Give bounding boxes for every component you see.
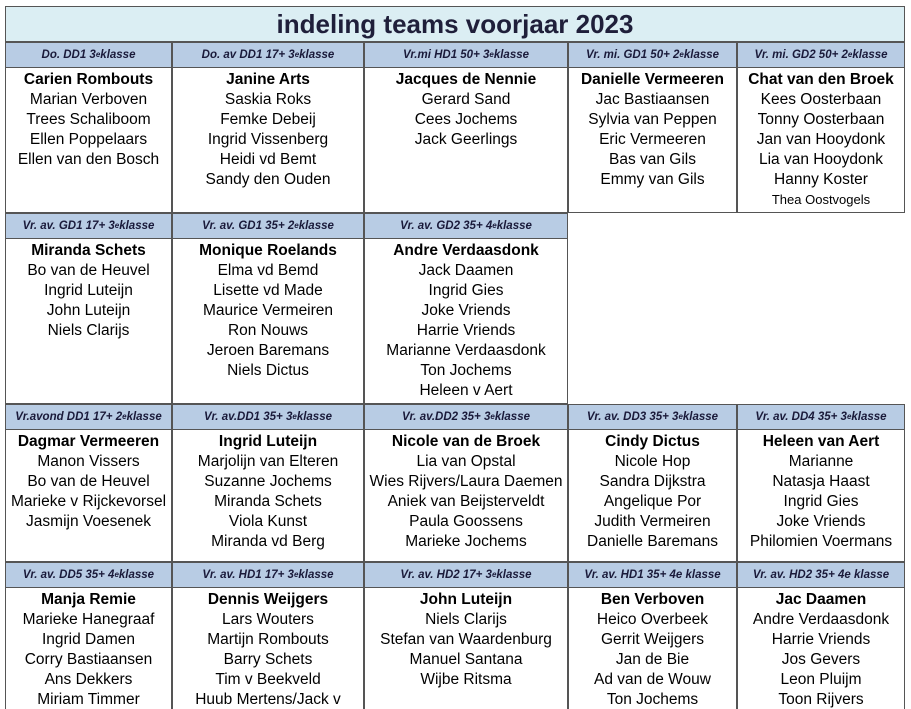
team-member: Ellen Poppelaars xyxy=(29,131,148,148)
team-member: Jac Bastiaansen xyxy=(595,91,710,108)
team-member: Heico Overbeek xyxy=(596,611,709,628)
team-header-text: klasse xyxy=(119,219,155,232)
names-row xyxy=(5,239,905,404)
team-members xyxy=(172,588,364,709)
team-member: Harrie Vriends xyxy=(771,631,871,648)
team-header-text: Vr. mi. GD1 50+ 2 xyxy=(585,48,680,61)
team-member: Paula Goossens xyxy=(409,513,523,530)
team-captain: Janine Arts xyxy=(226,71,310,88)
team-captain: Ingrid Luteijn xyxy=(218,433,318,450)
team-member: Harrie Vriends xyxy=(416,322,516,339)
team-member: Cees Jochems xyxy=(414,111,518,128)
team-members xyxy=(737,68,905,213)
team-header-text: Vr. av. DD3 35+ 3 xyxy=(586,410,679,423)
team-header-text: klasse xyxy=(100,48,136,61)
team-member: Ad van de Wouw xyxy=(594,671,711,688)
team-member: Jack Daamen xyxy=(418,262,514,279)
team-header-text: klasse xyxy=(852,48,888,61)
team-member: John Luteijn xyxy=(46,302,131,319)
team-header: Vr.avond DD1 17+ 2 e klasse xyxy=(5,404,172,430)
team-member: Ingrid Luteijn xyxy=(44,282,133,299)
team-header: Vr. av. DD4 35+ 3 e klasse xyxy=(737,404,905,430)
names-row xyxy=(5,430,905,562)
team-header-text: Vr. av. HD1 35+ 4e klasse xyxy=(584,568,721,581)
team-members xyxy=(568,68,737,213)
team-member: Miranda Schets xyxy=(214,493,322,510)
team-member: Joke Vriends xyxy=(776,513,866,530)
team-header-text: Vr. av. DD5 35+ 4 xyxy=(22,568,115,581)
team-captain: Nicole van de Broek xyxy=(391,433,541,450)
team-member: Ellen van den Bosch xyxy=(17,151,160,168)
team-member: Jos Gevers xyxy=(781,651,861,668)
team-member: Martijn Rombouts xyxy=(207,631,329,648)
team-member: Jeroen Baremans xyxy=(206,342,330,359)
team-captain: Ben Verboven xyxy=(600,591,705,608)
team-header-text: klasse xyxy=(683,48,720,61)
team-header-text: klasse xyxy=(298,219,334,232)
team-member: Heidi vd Bemt xyxy=(219,151,317,168)
team-member: Jasmijn Voesenek xyxy=(26,513,151,530)
team-member: Emmy van Gils xyxy=(600,171,705,188)
team-header-text: Vr. av. DD4 35+ 3 xyxy=(755,410,847,423)
team-member: Femke Debeij xyxy=(220,111,316,128)
team-member: Sandra Dijkstra xyxy=(599,473,706,490)
team-member: Wies Rijvers/Laura Daemen xyxy=(369,473,563,490)
team-captain: Miranda Schets xyxy=(31,242,146,259)
team-header xyxy=(737,562,905,588)
team-header-text: Vr. av.DD1 35+ 3 xyxy=(204,410,293,423)
team-member: Angelique Por xyxy=(603,493,702,510)
team-header: Vr. av. DD3 35+ 3 e klasse xyxy=(568,404,737,430)
team-captain: Andre Verdaasdonk xyxy=(393,242,539,259)
team-member: Viola Kunst xyxy=(228,513,308,530)
team-header-text: klasse xyxy=(296,410,332,423)
team-captain: Dagmar Vermeeren xyxy=(17,433,160,450)
team-member: Thea Oostvogels xyxy=(771,192,871,207)
team-header-text: klasse xyxy=(118,568,155,581)
team-header: Vr. av. GD1 35+ 2 e klasse xyxy=(172,213,364,239)
team-header: Vr. av. GD1 17+ 3 e klasse xyxy=(5,213,172,239)
team-member: Gerard Sand xyxy=(421,91,511,108)
team-member: Bo van de Heuvel xyxy=(27,262,150,279)
team-header-text: Vr. av.DD2 35+ 3 xyxy=(402,410,491,423)
team-captain: Heleen van Aert xyxy=(762,433,880,450)
team-member: Suzanne Jochems xyxy=(204,473,332,490)
team-header: Vr. av. DD5 35+ 4 e klasse xyxy=(5,562,172,588)
team-members xyxy=(568,588,737,709)
team-header-text: Vr. av. HD2 35+ 4e klasse xyxy=(752,568,890,581)
team-members xyxy=(568,430,737,562)
team-header: Vr. av. GD2 35+ 4 e klasse xyxy=(364,213,568,239)
team-member: Ton Jochems xyxy=(606,691,699,708)
team-header-text: Vr.avond DD1 17+ 2 xyxy=(15,410,123,423)
team-header-text: klasse xyxy=(298,568,334,581)
team-header: Do. av DD1 17+ 3 e klasse xyxy=(172,42,364,68)
team-header-text: Vr. av. GD1 17+ 3 xyxy=(22,219,115,232)
team-member: Ingrid Gies xyxy=(783,493,859,510)
team-captain: Monique Roelands xyxy=(199,242,337,259)
team-member: Ron Nouws xyxy=(227,322,309,339)
team-header-text: klasse xyxy=(496,568,532,581)
team-member: Wijbe Ritsma xyxy=(420,671,512,688)
team-member: Trees Schaliboom xyxy=(26,111,151,128)
team-member: Lisette vd Made xyxy=(213,282,323,299)
team-member: Miriam Timmer xyxy=(37,691,140,708)
team-member: Kees Oosterbaan xyxy=(760,91,882,108)
team-members xyxy=(5,588,172,709)
header-row xyxy=(5,213,905,239)
team-member: Lia van Hooydonk xyxy=(758,151,884,168)
team-member: Bo van de Heuvel xyxy=(27,473,150,490)
team-member: Hanny Koster xyxy=(774,171,868,188)
team-row xyxy=(5,562,905,709)
team-member: Stefan van Waardenburg xyxy=(380,631,552,648)
team-member: Marjolijn van Elteren xyxy=(197,453,339,470)
team-header-text: Do. av DD1 17+ 3 xyxy=(201,48,295,61)
team-member: Jack Geerlings xyxy=(414,131,518,148)
team-member: Ingrid Damen xyxy=(41,631,136,648)
team-member: Eric Vermeeren xyxy=(599,131,706,148)
team-member: Lars Wouters xyxy=(222,611,314,628)
team-members xyxy=(172,430,364,562)
team-member: Ingrid Gies xyxy=(428,282,504,299)
team-member: Marieke v Rijckevorsel xyxy=(10,493,167,510)
team-header-text: klasse xyxy=(494,410,530,423)
team-member: Niels Clarijs xyxy=(47,322,130,339)
team-member: Toon Rijvers xyxy=(778,691,864,708)
team-member: Manuel Santana xyxy=(409,651,523,668)
team-member: Natasja Haast xyxy=(772,473,870,490)
team-captain: Jac Daamen xyxy=(775,591,867,608)
team-member: Philomien Voermans xyxy=(749,533,893,550)
team-captain: Dennis Weijgers xyxy=(207,591,329,608)
team-member: Ans Dekkers xyxy=(44,671,133,688)
team-members xyxy=(5,239,172,404)
team-header: Vr. mi. GD2 50+ 2 e klasse xyxy=(737,42,905,68)
team-member: Corry Bastiaansen xyxy=(24,651,153,668)
team-header-text: Vr. av. HD2 17+ 3 xyxy=(400,568,492,581)
team-member: Lia van Opstal xyxy=(416,453,516,470)
team-row xyxy=(5,42,905,213)
team-member: Sylvia van Peppen xyxy=(588,111,717,128)
team-member: Judith Vermeiren xyxy=(594,513,711,530)
team-header-text: klasse xyxy=(493,48,530,61)
team-member: Tonny Oosterbaan xyxy=(757,111,885,128)
team-member: Danielle Baremans xyxy=(587,533,718,550)
team-header: Vr. av. HD1 17+ 3 e klasse xyxy=(172,562,364,588)
team-member: Ton Jochems xyxy=(420,362,512,379)
team-header-text: klasse xyxy=(299,48,335,61)
team-captain: Chat van den Broek xyxy=(748,71,894,88)
team-member: Tim v Beekveld xyxy=(215,671,321,688)
team-header: Vr. mi. GD1 50+ 2 e klasse xyxy=(568,42,737,68)
team-member: Niels Clarijs xyxy=(425,611,507,628)
team-row xyxy=(5,404,905,562)
team-members xyxy=(364,588,568,709)
team-header-text: klasse xyxy=(496,219,532,232)
team-member: Huub Mertens/Jack v xyxy=(195,691,341,708)
team-header-text: Vr. mi. GD2 50+ 2 xyxy=(754,48,848,61)
team-header-text: klasse xyxy=(851,410,887,423)
team-member: Marieke Jochems xyxy=(405,533,527,550)
team-member: Sandy den Ouden xyxy=(205,171,331,188)
team-captain: Jacques de Nennie xyxy=(395,71,537,88)
header-row xyxy=(5,404,905,430)
team-member: Bas van Gils xyxy=(608,151,696,168)
team-header-text: Vr. av. HD1 17+ 3 xyxy=(202,568,294,581)
team-member: Leon Pluijm xyxy=(780,671,862,688)
team-header-text: klasse xyxy=(682,410,719,423)
team-header-text: Do. DD1 3 xyxy=(41,48,96,61)
team-member: Marianne xyxy=(788,453,854,470)
team-captain: Danielle Vermeeren xyxy=(580,71,725,88)
team-header xyxy=(568,562,737,588)
team-members xyxy=(737,430,905,562)
team-header-text: Vr. av. GD1 35+ 2 xyxy=(202,219,295,232)
team-row xyxy=(5,213,905,404)
team-member: Manon Vissers xyxy=(37,453,140,470)
team-header-text: Vr. av. GD2 35+ 4 xyxy=(400,219,493,232)
team-captain: John Luteijn xyxy=(419,591,513,608)
team-member: Aniek van Beijsterveldt xyxy=(387,493,545,510)
team-members xyxy=(5,430,172,562)
names-row xyxy=(5,588,905,709)
team-header: Vr. av.DD1 35+ 3 e klasse xyxy=(172,404,364,430)
team-member: Maurice Vermeiren xyxy=(202,302,334,319)
team-member: Gerrit Weijgers xyxy=(600,631,705,648)
team-header-text: klasse xyxy=(126,410,162,423)
team-header-text: Vr.mi HD1 50+ 3 xyxy=(402,48,490,61)
team-header: Vr. av. HD2 17+ 3 e klasse xyxy=(364,562,568,588)
team-member: Jan van Hooydonk xyxy=(756,131,886,148)
team-member: Barry Schets xyxy=(223,651,313,668)
team-header: Vr.mi HD1 50+ 3 e klasse xyxy=(364,42,568,68)
team-member: Jan de Bie xyxy=(615,651,690,668)
team-member: Marieke Hanegraaf xyxy=(22,611,155,628)
team-member: Niels Dictus xyxy=(227,362,309,379)
team-header: Do. DD1 3 e klasse xyxy=(5,42,172,68)
header-row xyxy=(5,562,905,588)
team-members xyxy=(364,430,568,562)
team-member: Elma vd Bemd xyxy=(217,262,319,279)
sheet-title: indeling teams voorjaar 2023 xyxy=(5,6,905,42)
team-members xyxy=(364,239,568,404)
team-member: Andre Verdaasdonk xyxy=(752,611,890,628)
header-row xyxy=(5,42,905,68)
team-members xyxy=(172,239,364,404)
team-member: Nicole Hop xyxy=(614,453,691,470)
team-header: Vr. av.DD2 35+ 3 e klasse xyxy=(364,404,568,430)
team-member: Marianne Verdaasdonk xyxy=(386,342,546,359)
team-captain: Cindy Dictus xyxy=(605,433,700,450)
team-captain: Carien Rombouts xyxy=(23,71,154,88)
team-members xyxy=(364,68,568,213)
team-members xyxy=(737,588,905,709)
names-row xyxy=(5,68,905,213)
team-member: Miranda vd Berg xyxy=(211,533,325,550)
team-captain: Manja Remie xyxy=(41,591,136,608)
team-member: Saskia Roks xyxy=(224,91,312,108)
team-members xyxy=(172,68,364,213)
team-member: Joke Vriends xyxy=(421,302,511,319)
team-member: Ingrid Vissenberg xyxy=(207,131,329,148)
team-members xyxy=(5,68,172,213)
team-member: Heleen v Aert xyxy=(419,382,513,399)
team-member: Marian Verboven xyxy=(29,91,148,108)
